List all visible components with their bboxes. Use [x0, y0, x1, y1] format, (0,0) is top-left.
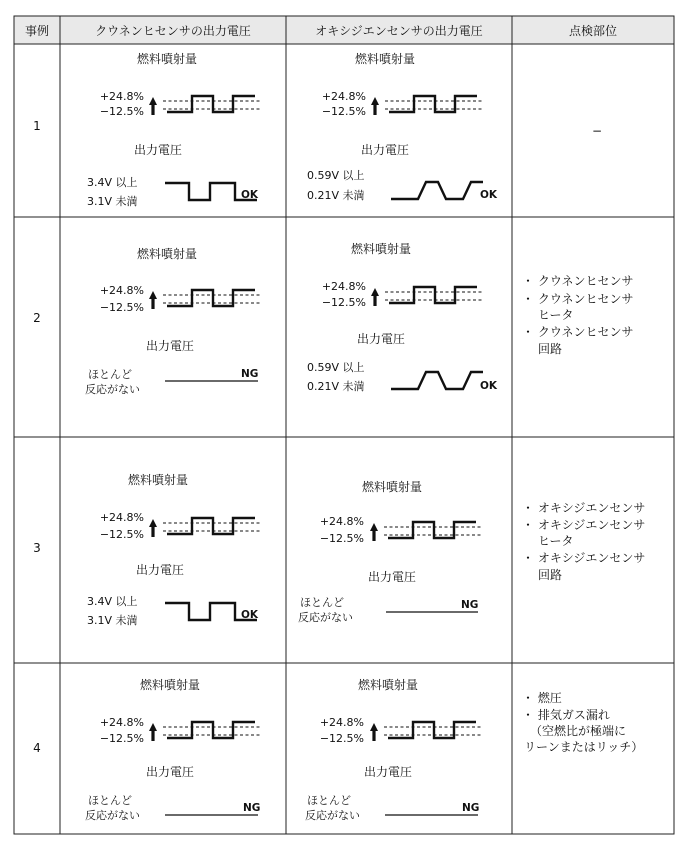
fuel-minus-value: −12.5%: [99, 732, 144, 745]
fuel-minus-value: −12.5%: [319, 532, 364, 545]
fuel-plus-value: +24.8%: [319, 716, 364, 729]
fuel-injection-label: 燃料噴射量: [136, 247, 198, 261]
result-ok: OK: [480, 380, 498, 392]
case-number: 3: [33, 541, 41, 555]
output-voltage-label: 出力電圧: [135, 563, 185, 577]
fuel-injection-label: 燃料噴射量: [127, 473, 189, 487]
check-item: ・ オキシジエンセンサ: [522, 518, 646, 532]
o2-high-threshold: 3.4V 以上: [87, 176, 138, 189]
result-ok: OK: [241, 189, 259, 201]
output-voltage-label: 出力電圧: [145, 765, 195, 779]
no-response-line2: 反応がない: [85, 809, 140, 822]
no-response-line2: 反応がない: [85, 383, 140, 396]
ox-low-threshold: 0.21V 未満: [307, 189, 365, 202]
no-response-line1: ほとんど: [88, 794, 132, 807]
fuel-waveform: [371, 287, 483, 306]
fuel-waveform: [149, 96, 261, 115]
no-response-line1: ほとんど: [300, 596, 344, 609]
header-oxygen-sensor: オキシジエンセンサの出力電圧: [315, 24, 483, 38]
header-check-parts: 点検部位: [568, 24, 618, 38]
check-item: ヒータ: [538, 308, 574, 322]
result-ng: NG: [243, 802, 261, 814]
o2-high-threshold: 3.4V 以上: [87, 595, 138, 608]
fuel-waveform: [371, 96, 483, 115]
check-item: ・ 排気ガス漏れ: [522, 708, 610, 722]
check-item: ・ オキシジエンセンサ: [522, 551, 646, 565]
header-o2-sensor: クウネンヒセンサの出力電圧: [95, 24, 251, 38]
case-number: 4: [33, 741, 41, 755]
fuel-plus-value: +24.8%: [319, 515, 364, 528]
output-voltage-label: 出力電圧: [360, 143, 410, 157]
fuel-plus-value: +24.8%: [99, 90, 144, 103]
fuel-injection-label: 燃料噴射量: [136, 52, 198, 66]
no-response-line1: ほとんど: [307, 794, 351, 807]
fuel-plus-value: +24.8%: [99, 716, 144, 729]
fuel-plus-value: +24.8%: [321, 280, 366, 293]
fuel-minus-value: −12.5%: [321, 105, 366, 118]
ox-low-threshold: 0.21V 未満: [307, 380, 365, 393]
o2-low-threshold: 3.1V 未満: [87, 614, 138, 627]
ox-high-threshold: 0.59V 以上: [307, 169, 365, 182]
fuel-injection-label: 燃料噴射量: [357, 678, 419, 692]
output-voltage-label: 出力電圧: [363, 765, 413, 779]
fuel-plus-value: +24.8%: [99, 284, 144, 297]
fuel-plus-value: +24.8%: [321, 90, 366, 103]
check-item: （空燃比が極端に: [530, 724, 627, 738]
no-response-line1: ほとんど: [88, 368, 132, 381]
fuel-injection-label: 燃料噴射量: [350, 242, 412, 256]
fuel-minus-value: −12.5%: [321, 296, 366, 309]
ox-high-threshold: 0.59V 以上: [307, 361, 365, 374]
check-item: ・ 燃圧: [522, 691, 562, 705]
fuel-injection-label: 燃料噴射量: [361, 480, 423, 494]
fuel-minus-value: −12.5%: [99, 301, 144, 314]
no-response-line2: 反応がない: [298, 611, 353, 624]
voltage-waveform: [391, 372, 483, 389]
output-voltage-label: 出力電圧: [145, 339, 195, 353]
fuel-waveform: [149, 722, 261, 741]
fuel-waveform: [370, 522, 482, 541]
header-case: 事例: [24, 24, 50, 38]
fuel-minus-value: −12.5%: [319, 732, 364, 745]
result-ng: NG: [241, 368, 259, 380]
check-item: 回路: [538, 568, 563, 582]
check-item: −: [591, 124, 603, 138]
output-voltage-label: 出力電圧: [367, 570, 417, 584]
check-item: リーンまたはリッチ）: [524, 740, 644, 754]
result-ok: OK: [241, 609, 259, 621]
result-ng: NG: [462, 802, 480, 814]
o2-low-threshold: 3.1V 未満: [87, 195, 138, 208]
output-voltage-label: 出力電圧: [356, 332, 406, 346]
output-voltage-label: 出力電圧: [133, 143, 183, 157]
check-item: ・ オキシジエンセンサ: [522, 501, 646, 515]
check-item: ・ クウネンヒセンサ: [522, 274, 634, 288]
fuel-injection-label: 燃料噴射量: [354, 52, 416, 66]
check-item: 回路: [538, 342, 563, 356]
fuel-injection-label: 燃料噴射量: [139, 678, 201, 692]
fuel-plus-value: +24.8%: [99, 511, 144, 524]
check-item: ・ クウネンヒセンサ: [522, 292, 634, 306]
fuel-waveform: [370, 722, 482, 741]
case-number: 2: [33, 311, 41, 325]
fuel-waveform: [149, 518, 261, 537]
result-ok: OK: [480, 189, 498, 201]
no-response-line2: 反応がない: [305, 809, 360, 822]
fuel-minus-value: −12.5%: [99, 528, 144, 541]
result-ng: NG: [461, 599, 479, 611]
check-item: ・ クウネンヒセンサ: [522, 325, 634, 339]
fuel-minus-value: −12.5%: [99, 105, 144, 118]
voltage-waveform: [391, 182, 483, 199]
case-number: 1: [33, 119, 41, 133]
check-item: ヒータ: [538, 534, 574, 548]
fuel-waveform: [149, 290, 261, 309]
